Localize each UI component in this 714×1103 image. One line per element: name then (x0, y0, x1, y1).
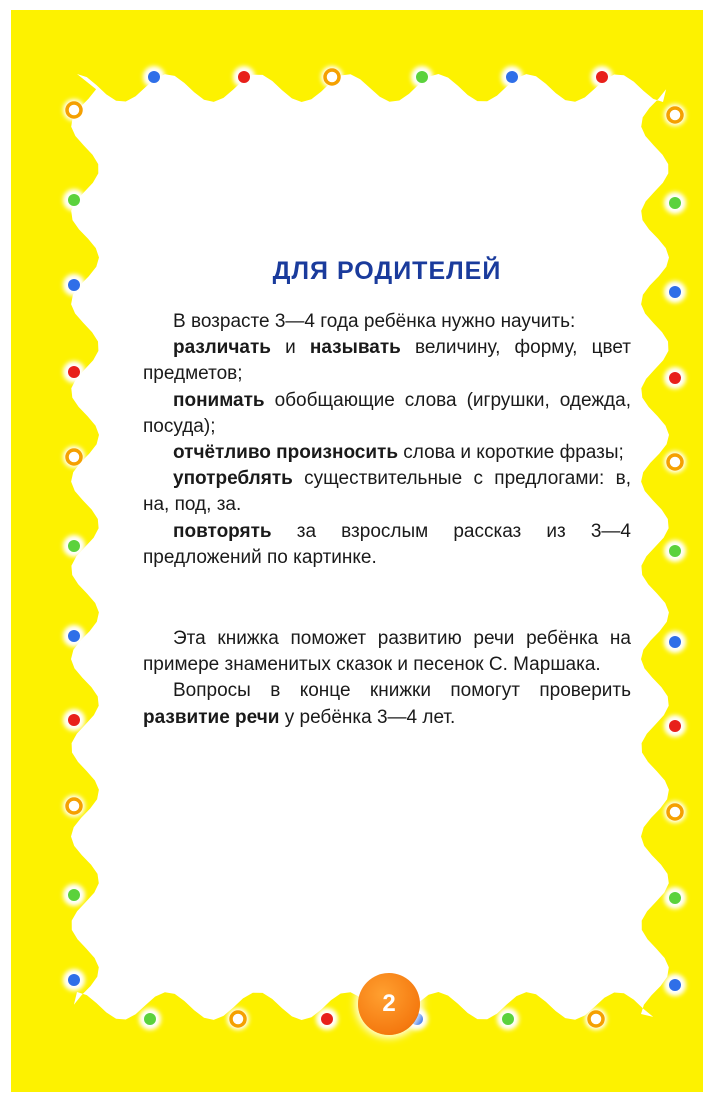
blue-dot (148, 71, 160, 83)
green-dot (416, 71, 428, 83)
red-dot (68, 366, 80, 378)
orange-ring-dot (668, 108, 682, 122)
book-description: Эта книжка поможет развитию речи ребёнка на примере знаменитых сказок и песенок С. Маршака. (143, 628, 631, 676)
green-dot (68, 540, 80, 552)
text-area (143, 255, 631, 731)
green-dot (502, 1013, 514, 1025)
blue-dot (669, 979, 681, 991)
skill-item: различать и называть величину, форму, цвет предметов; (143, 337, 632, 385)
blue-dot (669, 636, 681, 648)
green-dot (669, 545, 681, 557)
orange-ring-dot (67, 103, 81, 117)
red-dot (238, 71, 250, 83)
page-background (11, 10, 703, 1092)
green-dot (669, 197, 681, 209)
skill-item: отчётливо произносить слова и короткие фразы; (173, 442, 624, 464)
skill-item: повторять за взрослым рассказ из 3—4 предложений по картинке. (143, 520, 631, 568)
orange-ring-dot (325, 70, 339, 84)
green-dot (144, 1013, 156, 1025)
orange-ring-dot (589, 1012, 603, 1026)
orange-ring-dot (231, 1012, 245, 1026)
green-dot (68, 194, 80, 206)
green-dot (68, 889, 80, 901)
orange-ring-dot (668, 455, 682, 469)
blue-dot (669, 286, 681, 298)
questions-paragraph: Вопросы в конце книжки помогут проверить развитие речи у ребёнка 3—4 лет. (143, 680, 631, 728)
orange-ring-dot (668, 805, 682, 819)
page-number-badge: 2 (358, 973, 420, 1035)
blue-dot (68, 630, 80, 642)
blue-dot (506, 71, 518, 83)
red-dot (669, 720, 681, 732)
skill-item: понимать обобщающие слова (игрушки, одежда, посуда); (143, 389, 631, 437)
intro-paragraph: В возрасте 3—4 года ребёнка нужно научить: (173, 311, 576, 332)
blue-dot (68, 279, 80, 291)
red-dot (321, 1013, 333, 1025)
green-dot (669, 892, 681, 904)
blue-dot (68, 974, 80, 986)
red-dot (68, 714, 80, 726)
orange-ring-dot (67, 799, 81, 813)
page-title: ДЛЯ РОДИТЕЛЕЙ (272, 257, 502, 285)
red-dot (596, 71, 608, 83)
red-dot (669, 372, 681, 384)
orange-ring-dot (67, 450, 81, 464)
skill-item: употреблять существительные с предлогами: в, на, под, за. (143, 468, 631, 516)
